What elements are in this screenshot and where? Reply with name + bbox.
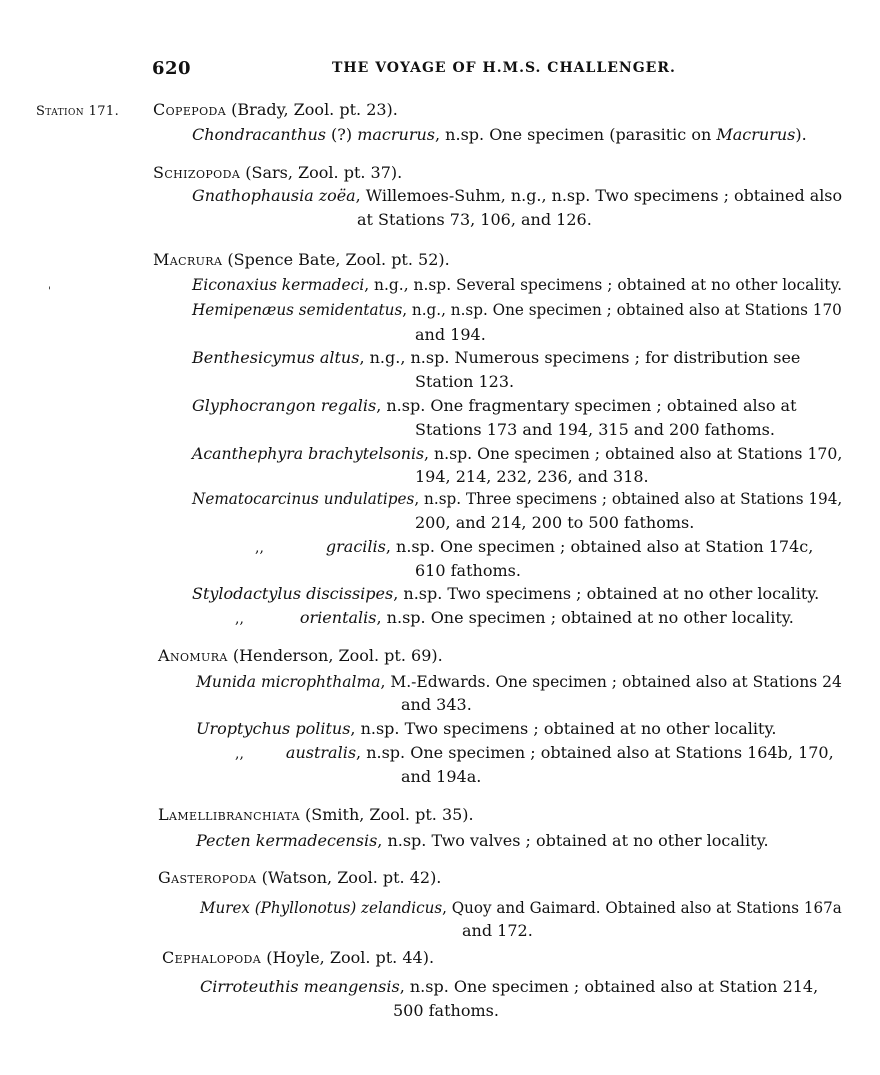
species-entry: ,, australis, n.sp. One specimen ; obtained also at Stations 164b, 170, bbox=[235, 743, 834, 762]
entry-continuation: and 194a. bbox=[401, 767, 482, 786]
station-label: Station 171. bbox=[36, 104, 120, 119]
species-entry: Nematocarcinus undulatipes, n.sp. Three specimens ; obtained also at Stations 194, bbox=[192, 489, 843, 508]
margin-mark: ' bbox=[48, 286, 51, 297]
section-heading-anomura: Anomura (Henderson, Zool. pt. 69). bbox=[158, 646, 443, 665]
section-heading-lamellibranchiata: Lamellibranchiata (Smith, Zool. pt. 35). bbox=[158, 805, 474, 824]
species-entry: Chondracanthus (?) macrurus, n.sp. One specimen (parasitic on Macrurus). bbox=[192, 125, 807, 144]
species-entry: Eiconaxius kermadeci, n.g., n.sp. Several specimens ; obtained at no other locality. bbox=[192, 275, 843, 294]
section-heading-copepoda: Copepoda (Brady, Zool. pt. 23). bbox=[153, 100, 398, 119]
ditto-mark: ,, bbox=[235, 746, 244, 762]
species-entry: Hemipenæus semidentatus, n.g., n.sp. One specimen ; obtained also at Stations 170 bbox=[192, 300, 842, 319]
entry-continuation: Station 123. bbox=[415, 372, 515, 391]
entry-continuation: 194, 214, 232, 236, and 318. bbox=[415, 467, 649, 486]
species-entry: Pecten kermadecensis, n.sp. Two valves ; obtained at no other locality. bbox=[196, 831, 769, 850]
species-entry: Murex (Phyllonotus) zelandicus, Quoy and Gaimard. Obtained also at Stations 167a bbox=[200, 898, 842, 917]
section-heading-macrura: Macrura (Spence Bate, Zool. pt. 52). bbox=[153, 250, 450, 269]
entry-continuation: at Stations 73, 106, and 126. bbox=[357, 210, 592, 229]
species-entry: Glyphocrangon regalis, n.sp. One fragmentary specimen ; obtained also at bbox=[192, 396, 797, 415]
section-heading-cephalopoda: Cephalopoda (Hoyle, Zool. pt. 44). bbox=[162, 948, 435, 967]
section-heading-schizopoda: Schizopoda (Sars, Zool. pt. 37). bbox=[153, 163, 403, 182]
species-entry: ,, orientalis, n.sp. One specimen ; obtained at no other locality. bbox=[235, 608, 794, 627]
species-entry: Acanthephyra brachytelsonis, n.sp. One specimen ; obtained also at Stations 170, bbox=[192, 444, 843, 463]
running-title: THE VOYAGE OF H.M.S. CHALLENGER. bbox=[332, 60, 676, 76]
entry-continuation: 200, and 214, 200 to 500 fathoms. bbox=[415, 513, 695, 532]
species-entry: Cirroteuthis meangensis, n.sp. One specimen ; obtained also at Station 214, bbox=[200, 977, 819, 996]
ditto-mark: ,, bbox=[255, 540, 264, 556]
entry-continuation: Stations 173 and 194, 315 and 200 fathoms. bbox=[415, 420, 775, 439]
entry-continuation: and 172. bbox=[462, 921, 533, 940]
entry-continuation: 610 fathoms. bbox=[415, 561, 521, 580]
section-heading-gasteropoda: Gasteropoda (Watson, Zool. pt. 42). bbox=[158, 868, 442, 887]
species-entry: ,, gracilis, n.sp. One specimen ; obtained also at Station 174c, bbox=[255, 537, 814, 556]
entry-continuation: and 343. bbox=[401, 695, 472, 714]
species-entry: Munida microphthalma, M.-Edwards. One specimen ; obtained also at Stations 24 bbox=[196, 672, 842, 691]
entry-continuation: and 194. bbox=[415, 325, 486, 344]
page-number: 620 bbox=[152, 58, 192, 79]
species-entry: Gnathophausia zoëa, Willemoes-Suhm, n.g., n.sp. Two specimens ; obtained also bbox=[192, 186, 843, 205]
entry-continuation: 500 fathoms. bbox=[393, 1001, 499, 1020]
species-entry: Uroptychus politus, n.sp. Two specimens ; obtained at no other locality. bbox=[196, 719, 777, 738]
species-entry: Benthesicymus altus, n.g., n.sp. Numerous specimens ; for distribution see bbox=[192, 348, 801, 367]
species-entry: Stylodactylus discissipes, n.sp. Two specimens ; obtained at no other locality. bbox=[192, 584, 820, 603]
ditto-mark: ,, bbox=[235, 611, 244, 627]
